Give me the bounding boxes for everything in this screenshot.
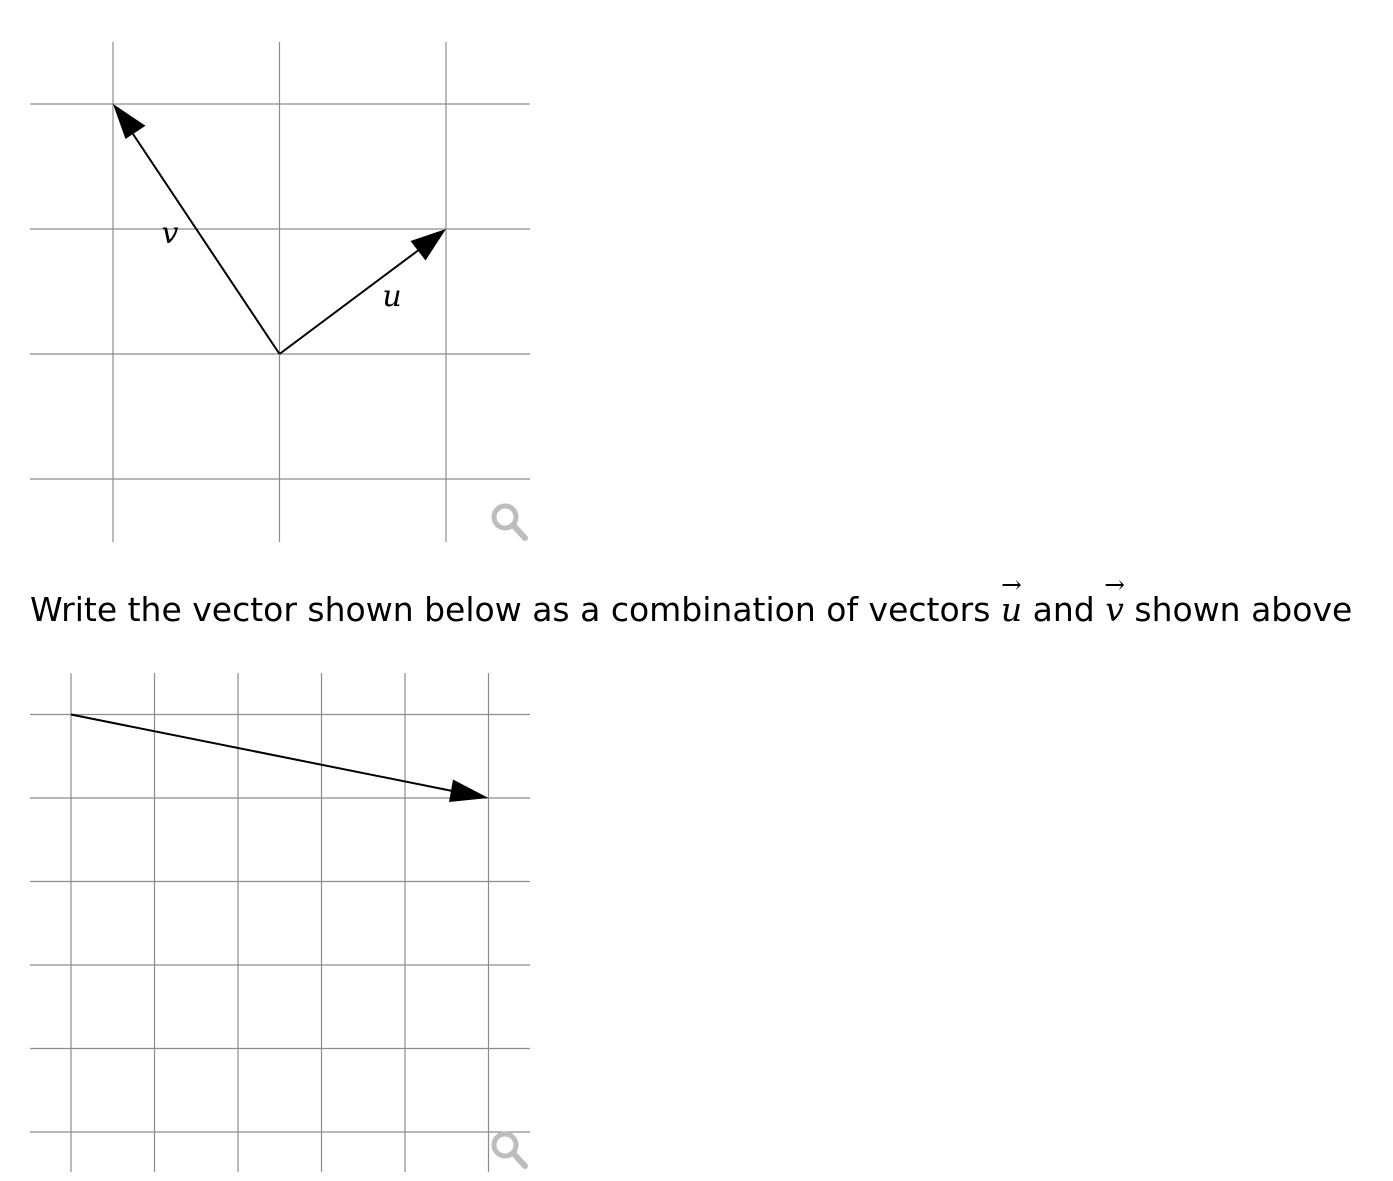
bottom-grid xyxy=(30,673,530,1172)
vector-u-arrowhead xyxy=(411,229,447,261)
target-vector-shaft xyxy=(71,715,455,792)
target-vector xyxy=(71,715,489,803)
vector-u-symbol xyxy=(1000,569,1023,632)
instruction-text xyxy=(30,569,1380,632)
instruction-after-v: shown above xyxy=(1123,590,1353,629)
instruction-before-u: Write the vector shown below as a combination of vectors xyxy=(30,590,1001,629)
instruction-between: and xyxy=(1022,590,1106,629)
target-vector-arrowhead xyxy=(449,780,489,803)
vector-arrow-icon: → xyxy=(1104,569,1125,599)
vector-arrow-icon: → xyxy=(1001,569,1022,599)
vector-v-symbol xyxy=(1104,569,1125,632)
vector-u-letter: u xyxy=(1000,590,1023,629)
vector-u-label: u xyxy=(382,279,402,314)
vector-v-label: v xyxy=(161,216,179,251)
vector-u xyxy=(280,229,447,354)
top-grid xyxy=(30,42,530,542)
magnifier-icon[interactable] xyxy=(486,1128,530,1172)
top-vector-diagram xyxy=(0,0,560,560)
bottom-vector-diagram xyxy=(0,660,560,1181)
magnifier-icon[interactable] xyxy=(486,500,530,544)
vector-v-letter: v xyxy=(1105,590,1124,629)
vector-v-shaft xyxy=(133,134,280,354)
vector-v-arrowhead xyxy=(113,104,146,139)
